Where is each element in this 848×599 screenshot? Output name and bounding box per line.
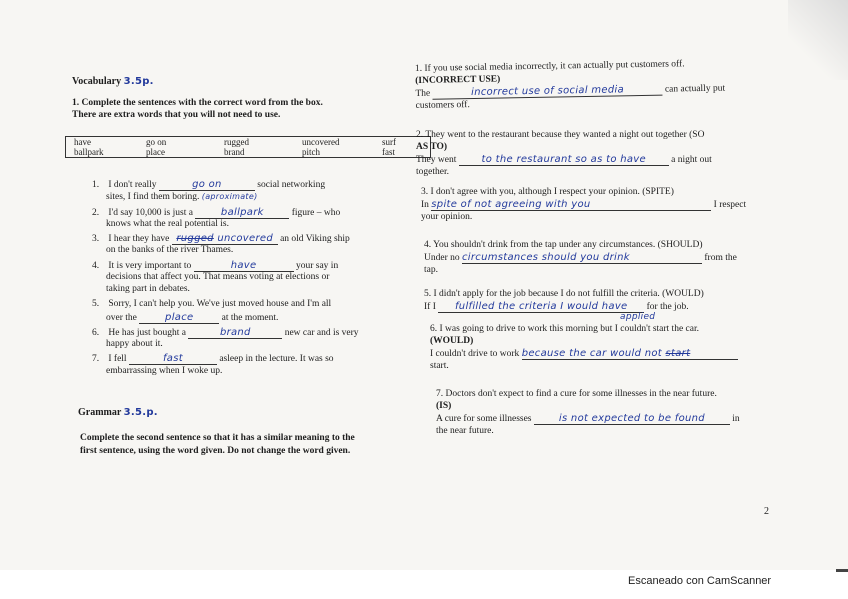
box-word: have bbox=[74, 137, 91, 147]
vocabulary-instruction-1: 1. Complete the sentences with the correct word from the box. bbox=[72, 98, 323, 108]
scanned-worksheet: Vocabulary 3.5p. 1. Complete the sentences with the correct word from the box. There are extra words that you will not need to use. have go on rugged uncovered surf ballpark place brand pitch fast 1. I don't really go on social networking sites, I find them boring. (aproximate) 2. I'd say 10,000 is just a ballpark figure – who knows what the real potential is. 3. I hear they have rugged uncovered an old Viking ship on the banks of the river Thames. 4. It is very important to have your say in decisions that affect you. That means voting at elections or taking part in debates. 5. Sorry, I can't help you. We've just moved house and I'm all over the place at the moment. 6. He has just bought a brand new car and is very happy about it. 7. I fell fast asleep in the lecture. It was so embarrassing when I woke up. Grammar 3.5.p. Complete the second sentence so that it has a similar meaning to the first sentence, using the word given. Do not change the word given. 1. If you use social media incorrectly, it can actually put customers off. (INCORRECT USE) The incorrect use of social media can actually put customers off. 2. They went to the restaurant because they wanted a night out together (SO AS TO) They went to the restaurant so as to have a night out together. 3. I don't agree with you, although I respect your opinion. (SPITE) In spite of not agreeing with you I respect your opinion. 4. You shouldn't drink from the tap under any circumstances. (SHOULD) Under no circumstances should you drink from the tap. 5. I didn't apply for the job because I do not fulfill the criteria. (WOULD) If I fulfilled the criteria I would have for the job. applied 6. I was going to drive to work this morning but I couldn't start the car. (WOULD) I couldn't drive to work because the car would not start start. 7. Doctors don't expect to find a cure for some illnesses in the near future. (IS) A cure for some illnesses is not expected to be found in the near future. 2 bbox=[0, 0, 848, 599]
answer-field[interactable]: fulfilled the criteria I would have bbox=[438, 301, 644, 313]
word-box bbox=[65, 136, 431, 158]
edge-mark bbox=[836, 569, 848, 572]
answer-field[interactable]: place bbox=[139, 312, 219, 324]
box-word: brand bbox=[224, 147, 245, 157]
box-word: ballpark bbox=[74, 147, 104, 157]
answer-field[interactable]: spite of not agreeing with you bbox=[431, 199, 711, 211]
answer-field[interactable]: incorrect use of social media bbox=[432, 84, 662, 100]
grammar-instruction-2: first sentence, using the word given. Do not change the word given. bbox=[80, 446, 351, 456]
answer-field[interactable]: ballpark bbox=[195, 207, 289, 219]
vocabulary-instruction-2: There are extra words that you will not need to use. bbox=[72, 110, 281, 120]
answer-field[interactable]: fast bbox=[129, 353, 217, 365]
grammar-heading: Grammar 3.5.p. bbox=[78, 407, 158, 418]
grammar-score-note: 3.5.p. bbox=[123, 407, 158, 418]
grammar-instruction-1: Complete the second sentence so that it has a similar meaning to the bbox=[80, 433, 355, 443]
box-word: pitch bbox=[302, 147, 320, 157]
crossed-out-word: rugged bbox=[176, 233, 214, 244]
page-number: 2 bbox=[764, 506, 769, 517]
answer-field[interactable]: because the car would not start bbox=[522, 348, 738, 360]
vocabulary-heading: Vocabulary 3.5p. bbox=[72, 76, 154, 87]
box-word: surf bbox=[382, 137, 396, 147]
answer-field[interactable]: is not expected to be found bbox=[534, 413, 730, 425]
vocabulary-score-note: 3.5p. bbox=[123, 76, 154, 87]
answer-field[interactable]: go on bbox=[159, 179, 255, 191]
box-word: place bbox=[146, 147, 165, 157]
box-word: rugged bbox=[224, 137, 249, 147]
answer-field[interactable]: to the restaurant so as to have bbox=[459, 154, 669, 166]
box-word: go on bbox=[146, 137, 167, 147]
answer-field[interactable]: brand bbox=[188, 327, 282, 339]
handwritten-note: (aproximate) bbox=[201, 192, 258, 201]
handwritten-note: applied bbox=[620, 312, 656, 322]
answer-field[interactable]: rugged uncovered bbox=[172, 233, 278, 245]
camscanner-watermark: Escaneado con CamScanner bbox=[628, 575, 772, 587]
answer-field[interactable]: have bbox=[194, 260, 294, 272]
crossed-out-word: start bbox=[665, 348, 691, 359]
box-word: uncovered bbox=[302, 137, 340, 147]
answer-field[interactable]: circumstances should you drink bbox=[462, 252, 702, 264]
box-word: fast bbox=[382, 147, 395, 157]
